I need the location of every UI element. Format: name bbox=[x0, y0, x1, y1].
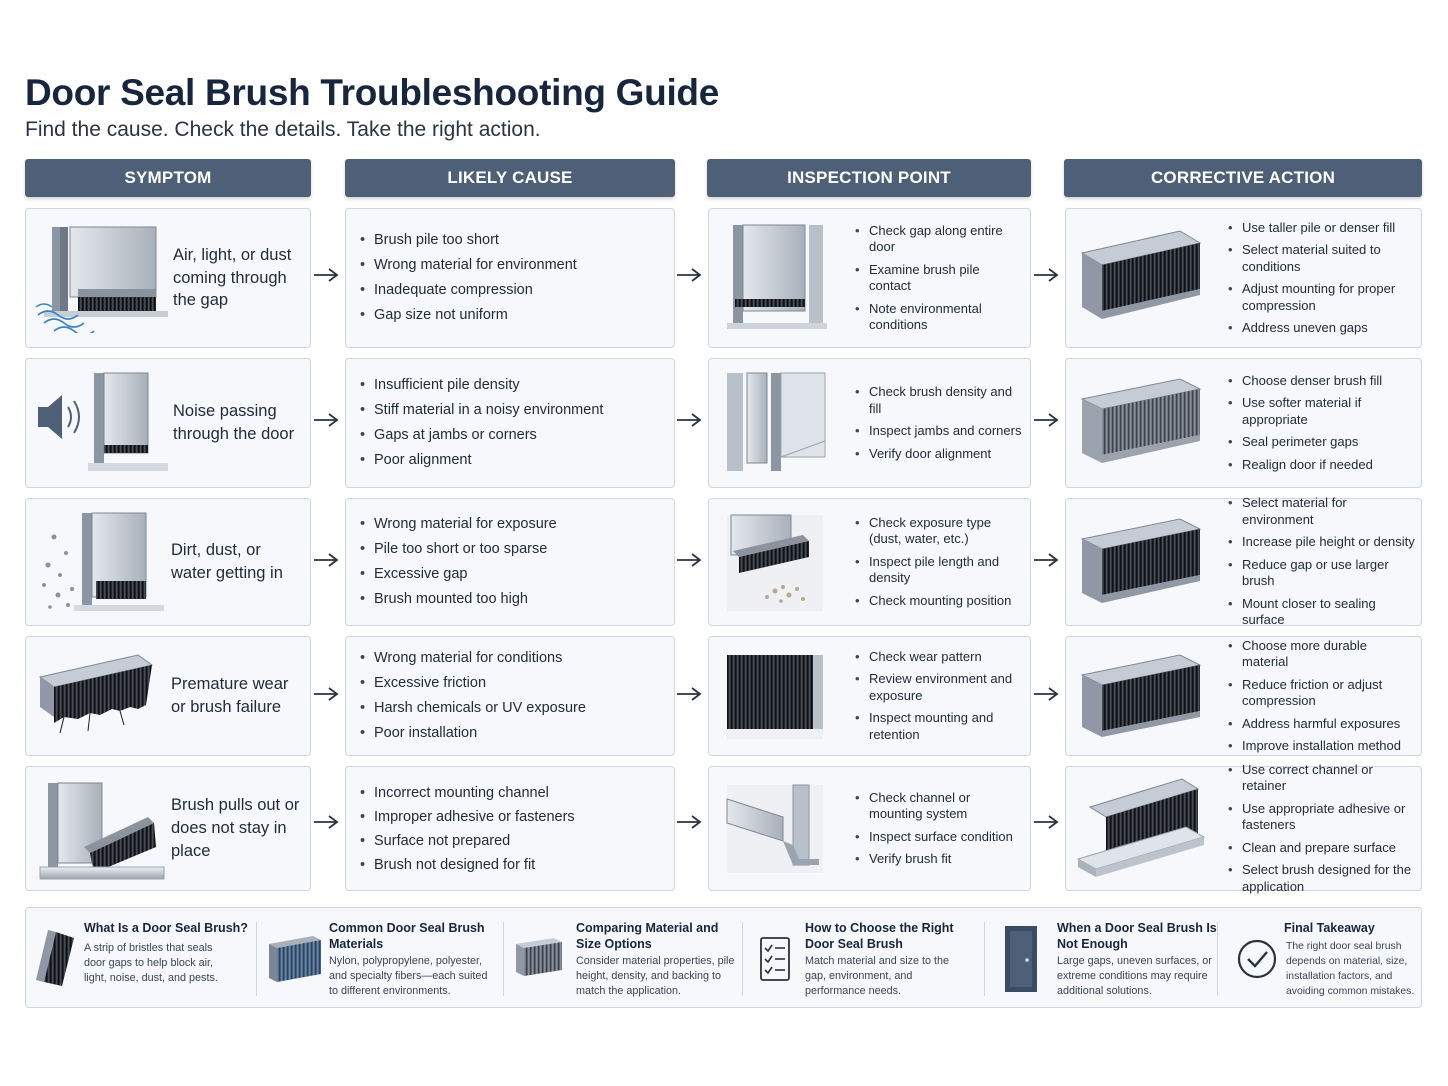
action-item: • Realign door if needed bbox=[1228, 457, 1415, 474]
footer-body: Consider material properties, pile height, density, and backing to match the application. bbox=[576, 955, 735, 997]
inspection-item: • Examine brush pile contact bbox=[855, 262, 1024, 295]
action-item: • Choose denser brush fill bbox=[1228, 373, 1415, 390]
action-item: • Use softer material if appropriate bbox=[1228, 395, 1415, 428]
symptom-card bbox=[25, 208, 311, 348]
inspection-item: • Verify door alignment bbox=[855, 446, 1024, 463]
footer-item-final-takeaway bbox=[1218, 908, 1421, 1007]
corrective-action-card bbox=[1065, 208, 1422, 348]
cause-item: • Excessive friction bbox=[360, 671, 666, 696]
likely-cause-card bbox=[345, 498, 675, 626]
brush-debris-icon bbox=[723, 511, 829, 615]
footer-title: Comparing Material and Size Options bbox=[576, 921, 719, 951]
footer-title: Common Door Seal Brush Materials bbox=[329, 921, 485, 951]
cause-item: • Wrong material for exposure bbox=[360, 512, 666, 537]
arrow-right-icon bbox=[1033, 553, 1059, 567]
door-dirt-icon bbox=[34, 509, 170, 617]
inspection-card bbox=[708, 498, 1031, 626]
symptom-text: Air, light, or dust coming through the gap bbox=[173, 245, 292, 310]
speaker-door-icon bbox=[34, 371, 170, 477]
cause-item: • Poor alignment bbox=[360, 448, 666, 473]
brush-in-channel-icon bbox=[1074, 773, 1210, 883]
brush-strip-icon bbox=[1076, 227, 1206, 327]
action-item: • Use correct channel or retainer bbox=[1228, 762, 1415, 795]
action-item: • Improve installation method bbox=[1228, 738, 1415, 755]
door-gap-icon bbox=[723, 223, 829, 333]
footer-item-what-is bbox=[26, 908, 256, 1007]
page-subtitle: Find the cause. Check the details. Take the right action. bbox=[25, 118, 541, 141]
footer-title: What Is a Door Seal Brush? bbox=[84, 921, 248, 935]
loose-brush-icon bbox=[34, 777, 170, 883]
brush-strip-icon bbox=[1076, 515, 1206, 611]
action-item: • Reduce friction or adjust compression bbox=[1228, 677, 1415, 710]
symptom-text: Dirt, dust, or water getting in bbox=[171, 541, 283, 582]
cause-item: • Wrong material for conditions bbox=[360, 646, 666, 671]
arrow-right-icon bbox=[1033, 815, 1059, 829]
symptom-text: Brush pulls out or does not stay in place bbox=[171, 796, 300, 860]
mounting-channel-icon bbox=[723, 781, 829, 877]
inspection-item: • Inspect mounting and retention bbox=[855, 710, 1024, 743]
corrective-action-card bbox=[1065, 761, 1422, 894]
door-icon bbox=[1003, 924, 1039, 994]
inspection-item: • Note environmental conditions bbox=[855, 301, 1024, 334]
action-item: • Use taller pile or denser fill bbox=[1228, 220, 1415, 237]
header-corrective-action: CORRECTIVE ACTION bbox=[1064, 159, 1422, 197]
action-item: • Select material for environment bbox=[1228, 495, 1415, 528]
inspection-item: • Check mounting position bbox=[855, 593, 1024, 610]
symptom-text: Noise passing through the door bbox=[173, 402, 295, 443]
header-inspection-point: INSPECTION POINT bbox=[707, 159, 1031, 197]
inspection-card bbox=[708, 766, 1031, 891]
checklist-icon bbox=[759, 936, 791, 982]
action-item: • Use appropriate adhesive or fasteners bbox=[1228, 801, 1415, 834]
footer-title: How to Choose the Right Door Seal Brush bbox=[805, 921, 954, 951]
brush-strip-icon bbox=[34, 926, 78, 986]
footer-body: A strip of bristles that seals door gaps to help block air, light, noise, dust, and pests. bbox=[84, 942, 218, 984]
arrow-right-icon bbox=[313, 413, 339, 427]
inspection-item: • Check gap along entire door bbox=[855, 223, 1024, 256]
corrective-action-card bbox=[1065, 495, 1422, 628]
door-jamb-icon bbox=[723, 371, 829, 475]
inspection-item: • Inspect surface condition bbox=[855, 829, 1024, 846]
cause-item: • Stiff material in a noisy environment bbox=[360, 398, 666, 423]
inspection-item: • Verify brush fit bbox=[855, 851, 1024, 868]
cause-item: • Inadequate compression bbox=[360, 278, 666, 303]
arrow-right-icon bbox=[313, 815, 339, 829]
inspection-item: • Check brush density and fill bbox=[855, 384, 1024, 417]
header-likely-cause: LIKELY CAUSE bbox=[345, 159, 675, 197]
arrow-right-icon bbox=[676, 268, 702, 282]
action-item: • Increase pile height or density bbox=[1228, 534, 1415, 551]
footer-item-materials bbox=[257, 908, 497, 1007]
cause-item: • Incorrect mounting channel bbox=[360, 781, 666, 805]
arrow-right-icon bbox=[676, 553, 702, 567]
cause-item: • Harsh chemicals or UV exposure bbox=[360, 696, 666, 721]
arrow-right-icon bbox=[676, 687, 702, 701]
action-item: • Select brush designed for the application bbox=[1228, 862, 1415, 895]
corrective-action-card bbox=[1065, 358, 1422, 488]
cause-item: • Insufficient pile density bbox=[360, 373, 666, 398]
likely-cause-card bbox=[345, 358, 675, 488]
action-item: • Reduce gap or use larger brush bbox=[1228, 557, 1415, 590]
symptom-text: Premature wear or brush failure bbox=[171, 675, 289, 716]
action-item: • Address harmful exposures bbox=[1228, 716, 1415, 733]
inspection-item: • Check channel or mounting system bbox=[855, 790, 1024, 823]
cause-item: • Poor installation bbox=[360, 721, 666, 746]
cause-item: • Surface not prepared bbox=[360, 829, 666, 853]
footer-item-comparing bbox=[504, 908, 744, 1007]
likely-cause-card bbox=[345, 208, 675, 348]
action-item: • Mount closer to sealing surface bbox=[1228, 596, 1415, 629]
footer-title: Final Takeaway bbox=[1284, 921, 1375, 935]
footer-body: The right door seal brush depends on material, size, installation factors, and avoiding common mistakes. bbox=[1286, 941, 1415, 997]
inspection-card bbox=[708, 636, 1031, 756]
cause-item: • Gap size not uniform bbox=[360, 303, 666, 328]
inspection-item: • Check wear pattern bbox=[855, 649, 1024, 666]
action-item: • Clean and prepare surface bbox=[1228, 840, 1415, 857]
brush-materials-icon bbox=[267, 934, 323, 984]
cause-item: • Pile too short or too sparse bbox=[360, 537, 666, 562]
symptom-card bbox=[25, 358, 311, 488]
inspection-card bbox=[708, 358, 1031, 488]
likely-cause-card bbox=[345, 766, 675, 891]
cause-item: • Excessive gap bbox=[360, 562, 666, 587]
inspection-item: • Review environment and exposure bbox=[855, 671, 1024, 704]
arrow-right-icon bbox=[313, 553, 339, 567]
footer-info-bar bbox=[25, 907, 1422, 1008]
worn-brush-icon bbox=[34, 647, 170, 747]
action-item: • Seal perimeter gaps bbox=[1228, 434, 1415, 451]
arrow-right-icon bbox=[1033, 413, 1059, 427]
inspection-item: • Check exposure type (dust, water, etc.) bbox=[855, 515, 1024, 548]
brush-wear-icon bbox=[723, 651, 829, 743]
inspection-item: • Inspect pile length and density bbox=[855, 554, 1024, 587]
footer-title: When a Door Seal Brush Is Not Enough bbox=[1057, 921, 1217, 951]
footer-item-not-enough bbox=[985, 908, 1217, 1007]
action-item: • Choose more durable material bbox=[1228, 638, 1415, 671]
cause-item: • Wrong material for environment bbox=[360, 253, 666, 278]
cause-item: • Brush mounted too high bbox=[360, 587, 666, 612]
arrow-right-icon bbox=[1033, 687, 1059, 701]
action-item: • Address uneven gaps bbox=[1228, 320, 1415, 337]
symptom-card bbox=[25, 766, 311, 891]
action-item: • Adjust mounting for proper compression bbox=[1228, 281, 1415, 314]
check-circle-icon bbox=[1236, 938, 1278, 980]
dense-brush-icon bbox=[1076, 375, 1206, 471]
page-title: Door Seal Brush Troubleshooting Guide bbox=[25, 72, 719, 113]
header-symptom: SYMPTOM bbox=[25, 159, 311, 197]
arrow-right-icon bbox=[313, 268, 339, 282]
arrow-right-icon bbox=[313, 687, 339, 701]
footer-body: Large gaps, uneven surfaces, or extreme conditions may require additional solutions. bbox=[1057, 955, 1212, 997]
cause-item: • Improper adhesive or fasteners bbox=[360, 805, 666, 829]
action-item: • Select material suited to conditions bbox=[1228, 242, 1415, 275]
arrow-right-icon bbox=[676, 413, 702, 427]
symptom-card bbox=[25, 498, 311, 626]
brush-size-icon bbox=[514, 936, 564, 980]
footer-body: Match material and size to the gap, environment, and performance needs. bbox=[805, 955, 950, 997]
cause-item: • Brush pile too short bbox=[360, 228, 666, 253]
arrow-right-icon bbox=[1033, 268, 1059, 282]
inspection-card bbox=[708, 208, 1031, 348]
inspection-item: • Inspect jambs and corners bbox=[855, 423, 1024, 440]
symptom-card bbox=[25, 636, 311, 756]
cause-item: • Brush not designed for fit bbox=[360, 853, 666, 877]
corrective-action-card bbox=[1065, 636, 1422, 756]
cause-item: • Gaps at jambs or corners bbox=[360, 423, 666, 448]
brush-strip-icon bbox=[1076, 651, 1206, 745]
arrow-right-icon bbox=[676, 815, 702, 829]
likely-cause-card bbox=[345, 636, 675, 756]
footer-item-how-to-choose bbox=[743, 908, 983, 1007]
footer-body: Nylon, polypropylene, polyester, and specialty fibers—each suited to different environments. bbox=[329, 955, 488, 997]
door-draft-icon bbox=[34, 223, 170, 333]
